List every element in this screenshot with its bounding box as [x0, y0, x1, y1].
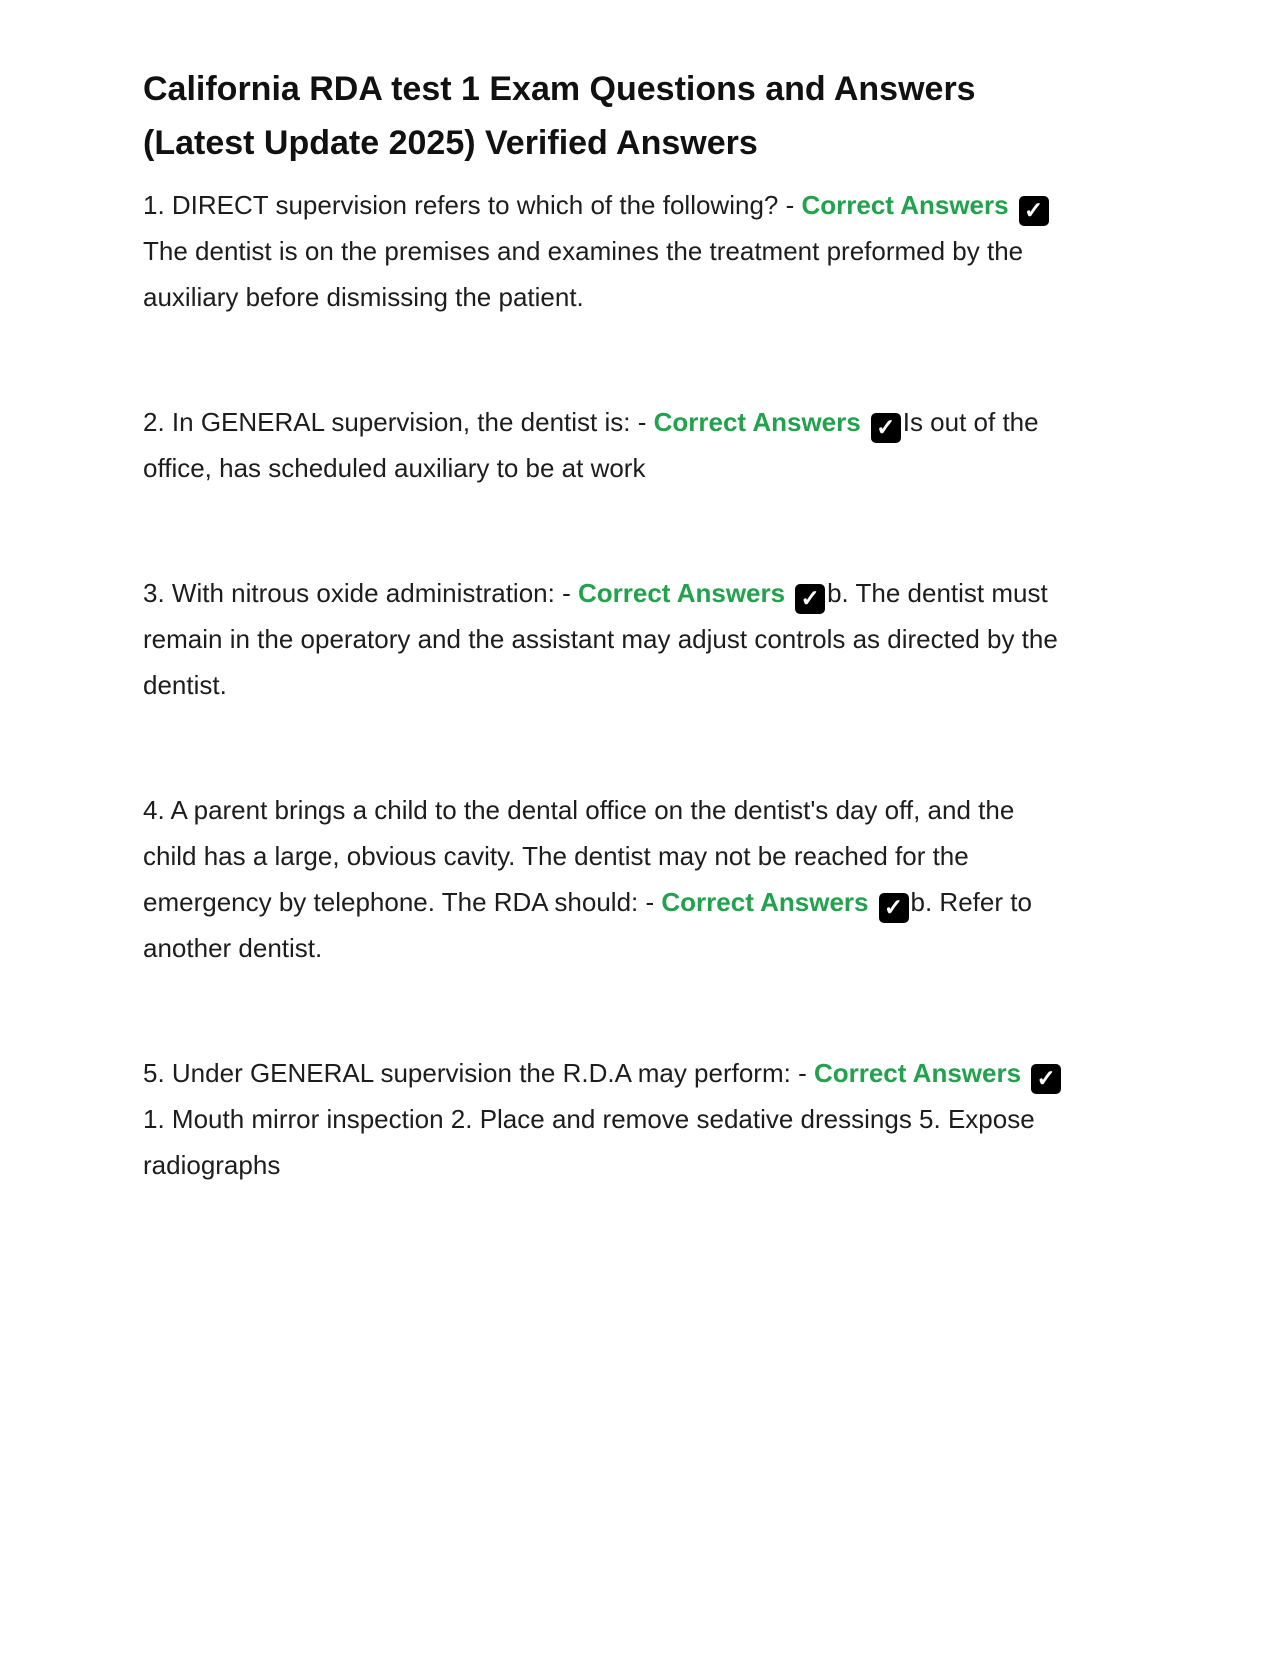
qa-item-5 — [143, 1050, 1065, 1188]
page-title: California RDA test 1 Exam Questions and Answers (Latest Update 2025) Verified Answers — [143, 70, 976, 162]
separator: - — [638, 887, 662, 917]
checkmark-glyph: ✓ — [876, 414, 896, 440]
checkmark-icon — [1031, 1064, 1061, 1094]
question-text: 3. With nitrous oxide administration: — [143, 578, 555, 608]
answer-text: b. The dentist must remain in the operatory and the assistant may adjust controls as directed by the dentist. — [143, 578, 1058, 700]
question-text: 1. DIRECT supervision refers to which of the following? — [143, 190, 779, 220]
checkmark-icon — [1019, 196, 1049, 226]
separator: - — [778, 190, 802, 220]
correct-answers-label: Correct Answers — [577, 578, 786, 608]
answer-text: The dentist is on the premises and examines the treatment preformed by the auxiliary before dismissing the patient. — [143, 236, 1024, 312]
separator: - — [554, 578, 578, 608]
checkmark-icon — [795, 584, 825, 614]
checkmark-glyph: ✓ — [1023, 197, 1044, 223]
correct-answers-label: Correct Answers — [653, 407, 861, 437]
answer-text: Is out of the office, has scheduled auxiliary to be at work — [143, 407, 1039, 483]
qa-item-3 — [143, 570, 1065, 708]
answer-text: b. Refer to another dentist. — [143, 887, 1032, 963]
qa-item-1 — [143, 182, 1065, 320]
separator: - — [790, 1058, 814, 1088]
qa-item-2 — [143, 399, 1065, 491]
question-text: 4. A parent brings a child to the dental office on the dentist's day off, and the child has a large, obvious cavity. The dentist may not be reached for the emergency by telephone. The RDA should: — [143, 795, 1015, 917]
correct-answers-label: Correct Answers — [801, 190, 1009, 220]
correct-answers-label: Correct Answers — [813, 1058, 1022, 1088]
correct-answers-label: Correct Answers — [661, 887, 869, 917]
checkmark-glyph: ✓ — [800, 585, 820, 611]
separator: - — [630, 407, 654, 437]
checkmark-glyph: ✓ — [1036, 1065, 1056, 1091]
qa-item-4 — [143, 787, 1065, 971]
question-text: 2. In GENERAL supervision, the dentist is: — [143, 407, 631, 437]
checkmark-icon — [871, 413, 901, 443]
answer-text: 1. Mouth mirror inspection 2. Place and remove sedative dressings 5. Expose radiographs — [143, 1104, 1035, 1180]
question-text: 5. Under GENERAL supervision the R.D.A may perform: — [143, 1058, 791, 1088]
checkmark-glyph: ✓ — [883, 894, 904, 920]
checkmark-icon — [879, 893, 909, 923]
